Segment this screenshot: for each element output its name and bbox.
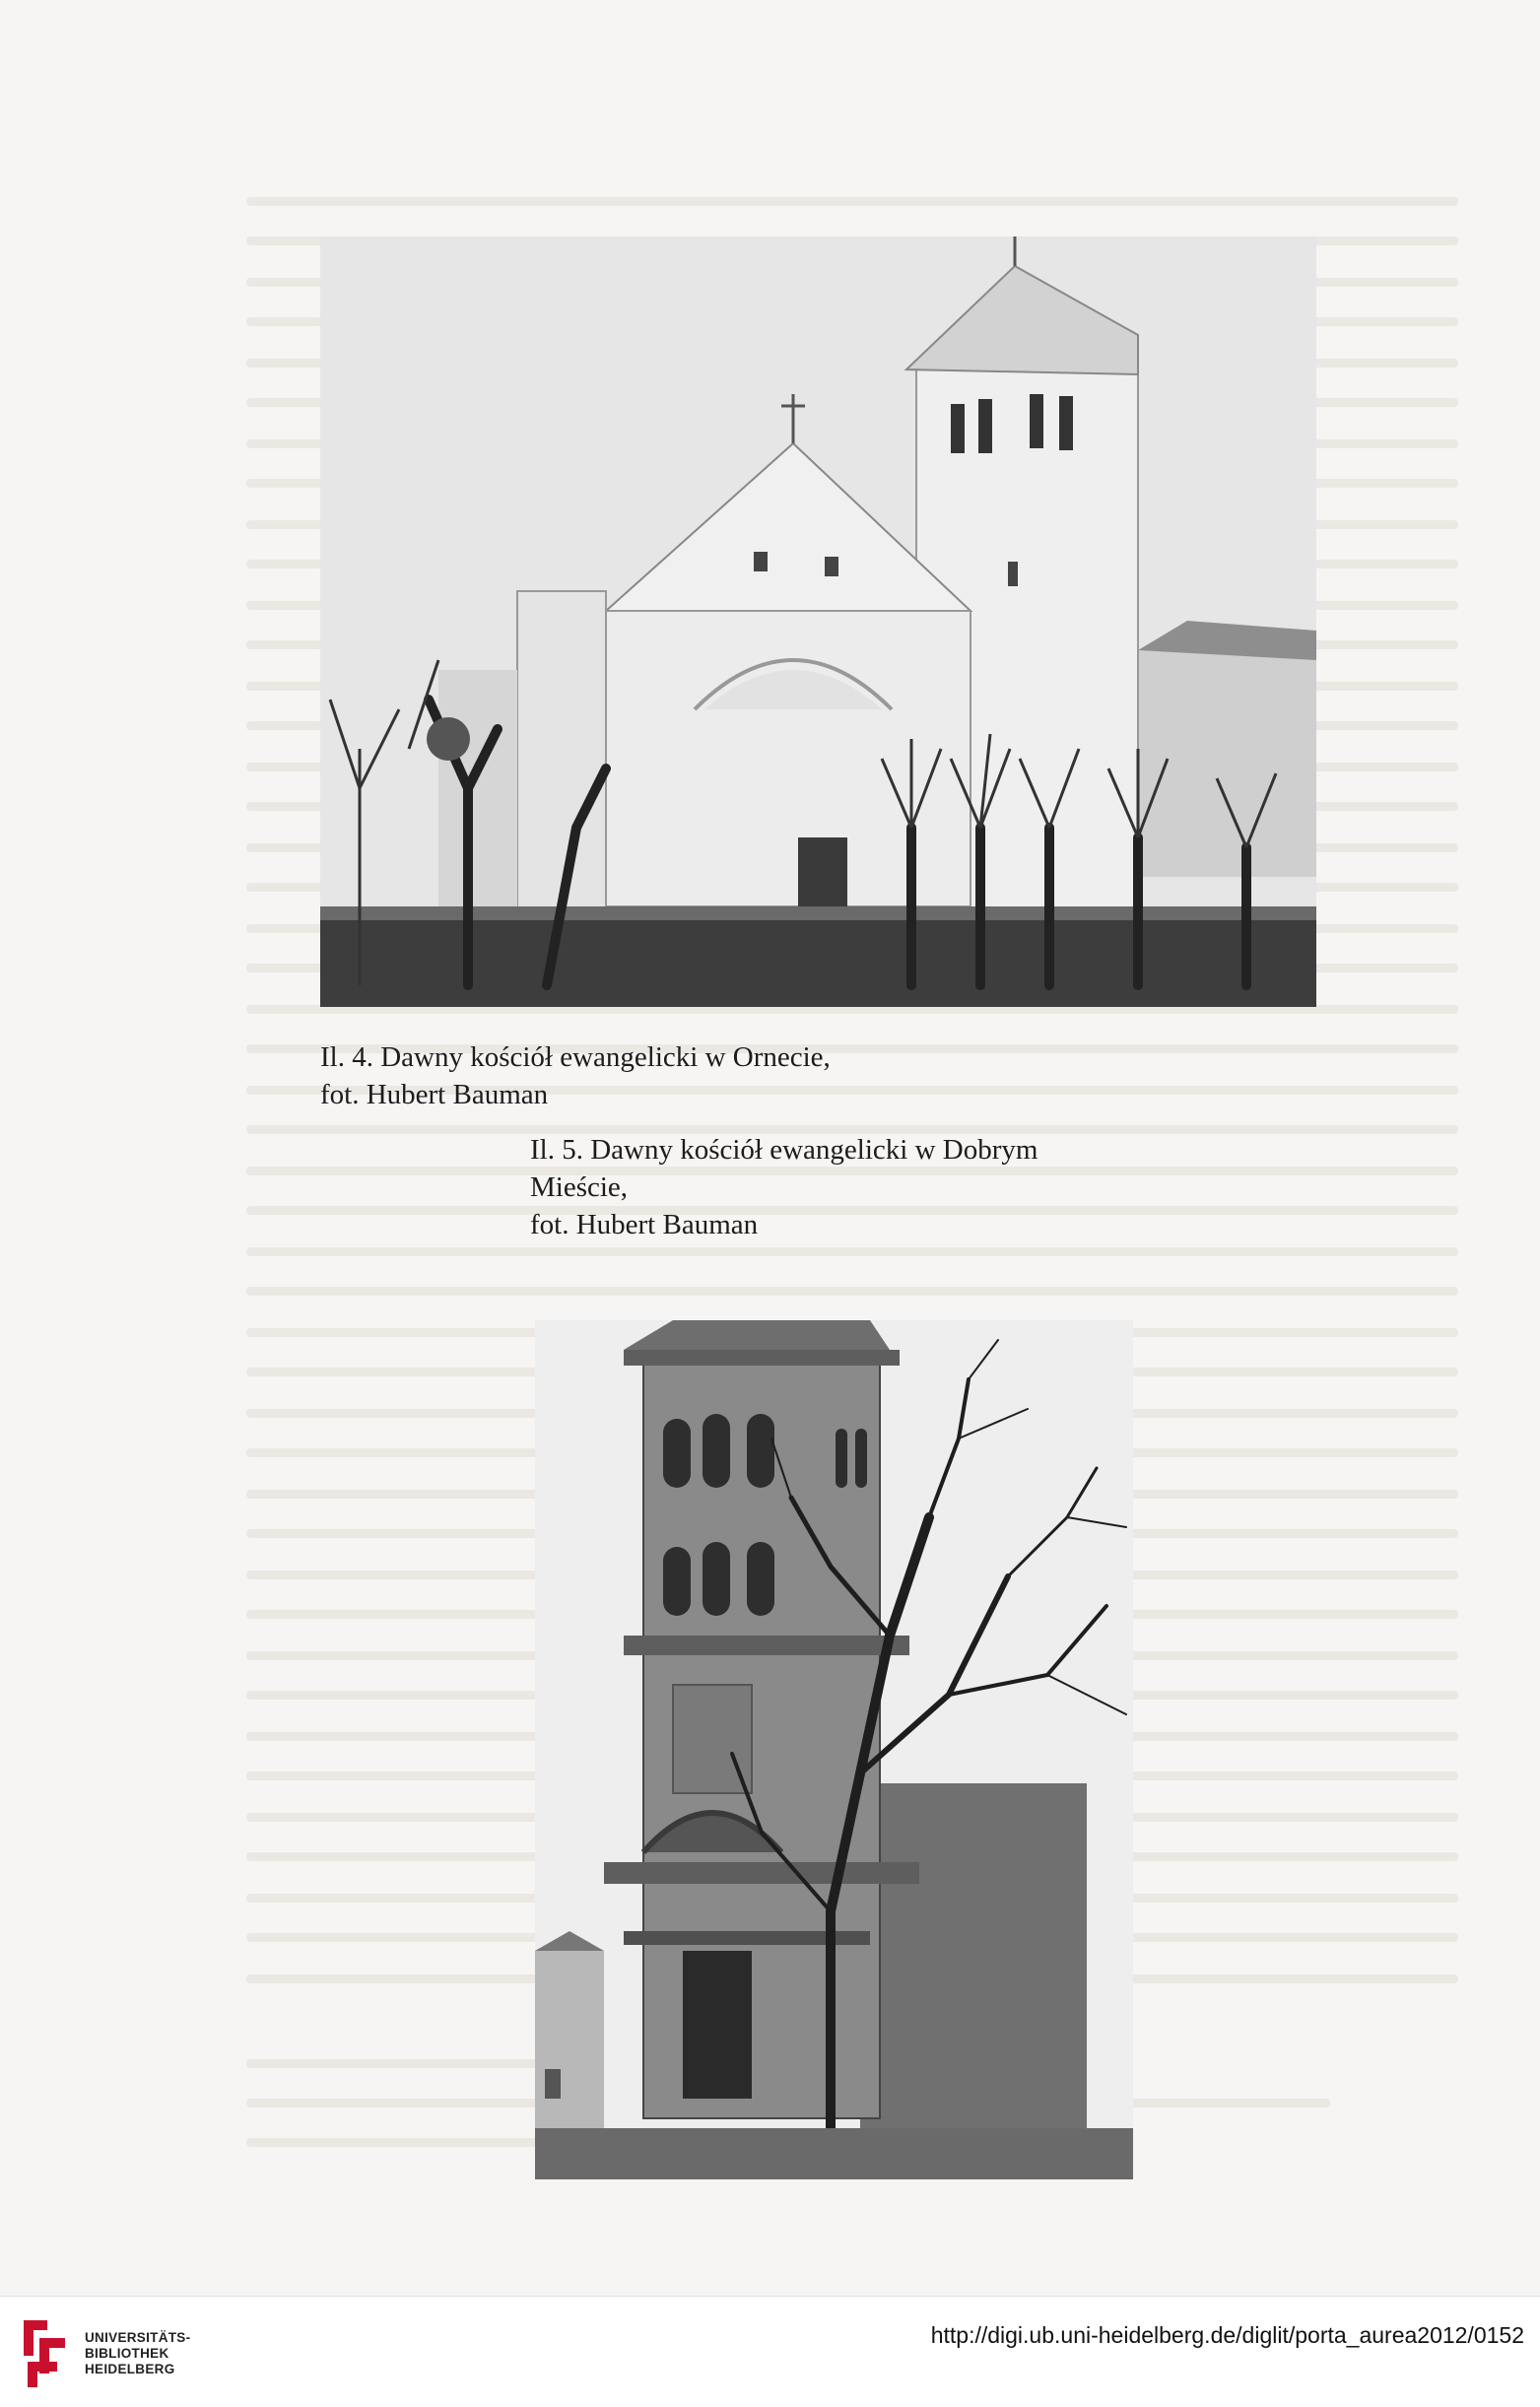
caption-line: Il. 5. Dawny kościół ewangelicki w Dobrym <box>530 1134 1038 1166</box>
university-library-logo-icon <box>18 2314 73 2391</box>
logo-line: HEIDELBERG <box>85 2362 175 2376</box>
church-dobre-miasto-photo <box>535 1320 1133 2179</box>
caption-line: Mieście, <box>530 1171 629 1203</box>
digital-library-url-link[interactable]: http://digi.ub.uni-heidelberg.de/diglit/porta_aurea2012/0152 <box>930 2322 1524 2348</box>
university-library-name <box>85 2330 190 2377</box>
figure-caption-il4 <box>320 1038 831 1113</box>
caption-line: Il. 4. Dawny kościół ewangelicki w Ornecie, <box>320 1041 831 1073</box>
footer-bar <box>0 2296 1540 2407</box>
church-orneta-photo <box>320 236 1316 1007</box>
caption-line: fot. Hubert Bauman <box>530 1209 759 1240</box>
figure-caption-il5 <box>530 1131 1038 1243</box>
logo-line: UNIVERSITÄTS- <box>85 2330 191 2345</box>
caption-line: fot. Hubert Bauman <box>320 1079 549 1110</box>
logo-line: BIBLIOTHEK <box>85 2346 169 2361</box>
